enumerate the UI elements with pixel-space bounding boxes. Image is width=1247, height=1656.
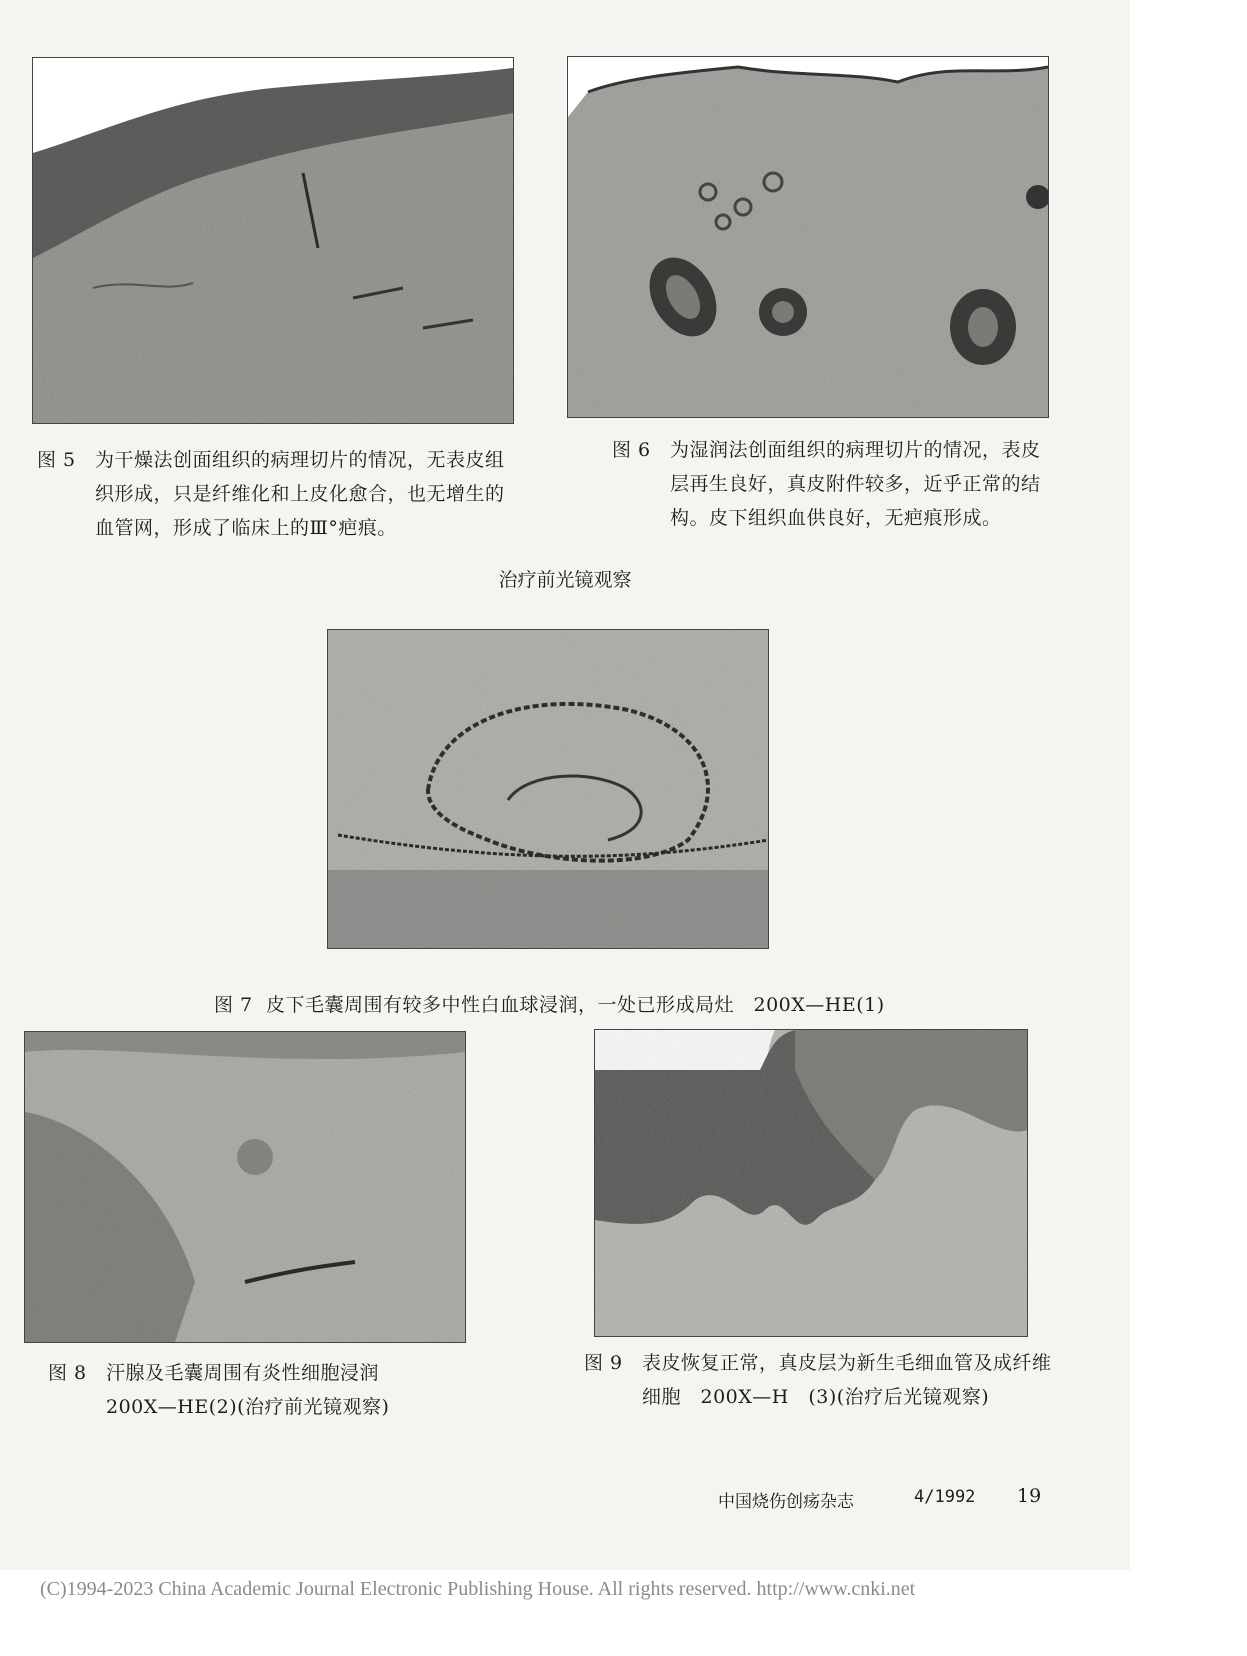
figure-5-caption-line-3: 血管网，形成了临床上的Ⅲ°疤痕。 — [95, 517, 397, 539]
figure-7-caption — [214, 988, 885, 1022]
figure-5-caption-line-1: 为干燥法创面组织的病理切片的情况，无表皮组 — [95, 449, 505, 471]
footer-page-number: 19 — [1017, 1485, 1042, 1507]
figure-5-caption — [37, 443, 505, 545]
figure-8-caption — [48, 1356, 389, 1424]
figure-8-caption-line-1: 汗腺及毛囊周围有炎性细胞浸润 — [106, 1362, 380, 1384]
figure-8-caption-line-2: 200X—HE(2)(治疗前光镜观察) — [106, 1396, 390, 1418]
figure-7-caption-text: 皮下毛囊周围有较多中性白血球浸润，一处已形成局灶 200X—HE(1) — [266, 994, 885, 1016]
figure-9-caption-line-2: 细胞 200X—H (3)(治疗后光镜观察) — [642, 1386, 990, 1408]
section-title: 治疗前光镜观察 — [498, 569, 632, 591]
figure-8-micrograph — [24, 1031, 466, 1343]
figure-6-caption-line-3: 构。皮下组织血供良好，无疤痕形成。 — [670, 507, 1002, 529]
footer-journal-name: 中国烧伤创疡杂志 — [718, 1492, 854, 1512]
figure-8-number: 图 8 — [48, 1362, 87, 1384]
footer-issue: 4/1992 — [914, 1487, 976, 1507]
copyright-notice: (C)1994-2023 China Academic Journal Electronic Publishing House. All rights reserved. http://www.cnki.net — [40, 1578, 916, 1600]
figure-9-number: 图 9 — [584, 1352, 623, 1374]
figure-6-caption-line-2: 层再生良好，真皮附件较多，近乎正常的结 — [670, 473, 1041, 495]
figure-6-caption — [612, 433, 1041, 535]
figure-5-number: 图 5 — [37, 449, 76, 471]
figure-9-caption — [584, 1346, 1052, 1414]
figure-6-number: 图 6 — [612, 439, 651, 461]
figure-6-micrograph — [567, 56, 1049, 418]
figure-7-number: 图 7 — [214, 994, 253, 1016]
figure-5-micrograph — [32, 57, 514, 424]
figure-9-caption-line-1: 表皮恢复正常，真皮层为新生毛细血管及成纤维 — [642, 1352, 1052, 1374]
figure-7-micrograph — [327, 629, 769, 949]
figure-9-micrograph — [594, 1029, 1028, 1337]
figure-5-caption-line-2: 织形成，只是纤维化和上皮化愈合，也无增生的 — [95, 483, 505, 505]
page-margin — [1130, 0, 1247, 1656]
figure-6-caption-line-1: 为湿润法创面组织的病理切片的情况，表皮 — [670, 439, 1041, 461]
